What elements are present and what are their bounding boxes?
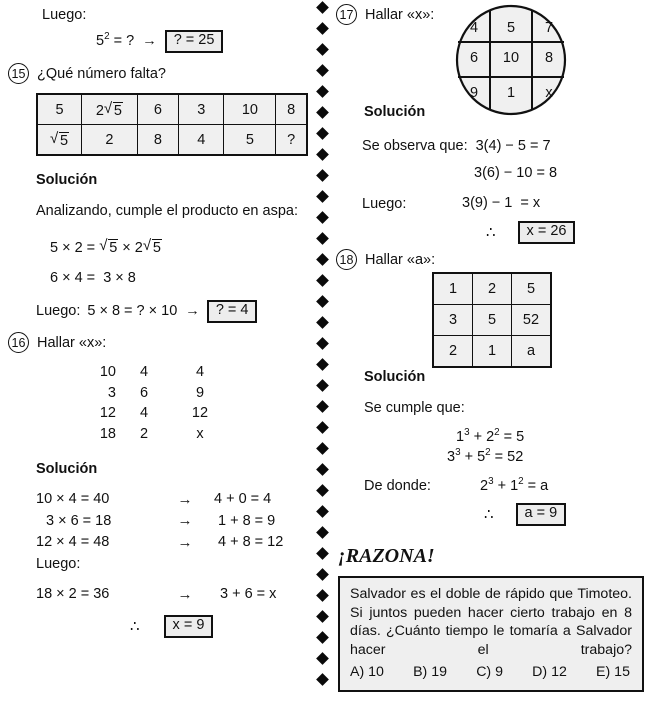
razona-option[interactable]: E) 15 (596, 663, 630, 680)
table-cell: 5 (473, 305, 512, 336)
diamond-icon (316, 673, 329, 686)
carryover-equation: $5^2$ = ? → (96, 31, 157, 50)
carryover-luego-label: Luego: (42, 7, 87, 23)
table-cell: √ 5 (37, 125, 82, 156)
problem-18-dedonde-eq: $2^3 + 1^2 = a$ (480, 476, 549, 494)
circle-cell: 6 (469, 50, 479, 66)
table-cell: 10 (99, 364, 116, 380)
problem-17-luego-label: Luego: (362, 196, 407, 212)
table-cell: 12 (99, 405, 116, 422)
problem-18-intro: Se cumple que: (364, 400, 465, 416)
step-left: 10 × 4 = 40 (36, 491, 110, 508)
table-cell: 1 (433, 273, 473, 305)
diamond-icon (316, 547, 329, 560)
table-cell: a (512, 336, 552, 368)
left-column (0, 0, 308, 702)
problem-18-solution-label: Solución (364, 369, 426, 385)
diamond-icon (316, 526, 329, 539)
table-row (36, 532, 283, 553)
problem-18-answer-box: a = 9 (516, 503, 567, 526)
table-row (70, 424, 228, 445)
diamond-icon (316, 64, 329, 77)
diamond-icon (316, 442, 329, 455)
circle-cell: 5 (506, 20, 516, 36)
table-row (70, 403, 228, 424)
table-cell: 2 (433, 336, 473, 368)
problem-18-table (432, 272, 552, 368)
table-cell: 12 (191, 405, 209, 422)
problem-16-number: 16 (8, 332, 29, 353)
diamond-icon (316, 127, 329, 140)
diamond-icon (316, 148, 329, 161)
diamond-icon (316, 43, 329, 56)
table-cell: 8 (137, 125, 178, 156)
problem-16-steps (36, 489, 283, 553)
table-row (37, 125, 307, 156)
circle-cell: 1 (506, 85, 516, 101)
problem-15-intro: Analizando, cumple el producto en aspa: (36, 203, 298, 219)
circle-cell: 7 (544, 20, 554, 36)
problem-17-circle-figure (452, 4, 570, 116)
diamond-icon (316, 106, 329, 119)
steps-table (36, 489, 283, 553)
problem-18-header (336, 249, 435, 270)
diamond-icon (316, 337, 329, 350)
problem-18-eq2: $3^3 + 5^2 = 52$ (447, 447, 524, 465)
number-array-table (70, 362, 228, 445)
table-cell: 6 (137, 94, 178, 125)
razona-box (338, 576, 644, 692)
problem-17-observation-2: 3(6) − 10 = 8 (474, 165, 558, 181)
table-row (433, 305, 551, 336)
table-row (36, 510, 283, 531)
table-cell: ? (276, 125, 307, 156)
diamond-icon (316, 211, 329, 224)
table-cell: 2 (139, 426, 149, 443)
carryover-equation-row (96, 30, 223, 53)
problem-16-title: Hallar «x»: (37, 334, 107, 351)
problem-17-luego-eq: 3(9) − 1 = x (462, 195, 541, 211)
table-cell: 2 √ 5 (82, 94, 138, 125)
razona-option[interactable]: D) 12 (532, 663, 567, 680)
problem-18-conclusion (484, 503, 566, 526)
table-cell: 52 (512, 305, 552, 336)
arrow-icon: → (177, 512, 193, 530)
razona-options (350, 664, 632, 680)
table-row (433, 273, 551, 305)
problem-17-conclusion (486, 221, 575, 244)
carryover-answer-box: ? = 25 (165, 30, 224, 53)
table-cell: 9 (195, 384, 205, 401)
table-row (37, 94, 307, 125)
step-right: 4 + 0 = 4 (214, 491, 272, 508)
problem-17-answer-box: x = 26 (518, 221, 576, 244)
table-cell: 5 (37, 94, 82, 125)
final-left: 18 × 2 = 36 (36, 586, 110, 603)
diamond-icon (316, 379, 329, 392)
diamond-icon (316, 358, 329, 371)
final-step-table (36, 586, 276, 603)
problem-18-dedonde-label: De donde: (364, 478, 431, 494)
diamond-icon (316, 484, 329, 497)
table-cell: 6 (139, 384, 149, 401)
step-left: 12 × 4 = 48 (36, 533, 110, 550)
table-cell: 8 (276, 94, 307, 125)
circle-cell: 9 (469, 85, 479, 101)
diamond-icon (316, 610, 329, 623)
table-cell: 3 (179, 94, 224, 125)
problem-16-luego-label: Luego: (36, 556, 81, 572)
step-right: 4 + 8 = 12 (218, 533, 284, 550)
diamond-icon (316, 274, 329, 287)
table-cell: 2 (82, 125, 138, 156)
table-row (70, 383, 228, 404)
diamond-icon (316, 568, 329, 581)
diamond-icon (316, 295, 329, 308)
problem-15-answer-box: ? = 4 (207, 300, 258, 323)
therefore-icon: ∴ (484, 506, 494, 524)
diamond-icon (316, 190, 329, 203)
problem-16-conclusion (130, 615, 213, 638)
problem-15-number: 15 (8, 63, 29, 84)
problem-15-table-wrap (0, 88, 308, 156)
table-cell: 4 (179, 125, 224, 156)
therefore-icon: ∴ (486, 224, 496, 242)
step-right: 1 + 8 = 9 (218, 512, 276, 529)
problem-15-eq1: 5 × 2 = √ 5 × 2 √ 5 (50, 238, 162, 257)
step-left: 3 × 6 = 18 (46, 512, 112, 529)
diamond-icon (316, 463, 329, 476)
diamond-icon (316, 652, 329, 665)
problem-16-answer-box: x = 9 (164, 615, 214, 638)
circle-cell: 4 (469, 20, 479, 36)
table-cell: 18 (99, 426, 116, 443)
problem-16-final-step (36, 586, 276, 603)
diamond-icon (316, 505, 329, 518)
problem-15-eq2: 6 × 4 = 3 × 8 (50, 270, 136, 286)
circle-cell: x (545, 85, 553, 101)
problem-17-header (336, 4, 434, 25)
diamond-icon (316, 253, 329, 266)
observation-eq-1: 3(4) − 5 = 7 (475, 138, 551, 154)
therefore-icon: ∴ (130, 618, 140, 636)
table-cell: 1 (473, 336, 512, 368)
problem-15-luego-row (36, 300, 257, 323)
arrow-icon: → (177, 586, 193, 603)
problem-18-number: 18 (336, 249, 357, 270)
diamond-icon (316, 169, 329, 182)
diamond-icon (316, 85, 329, 98)
problem-18-eq1: $1^3 + 2^2 = 5$ (456, 427, 525, 445)
diamond-icon (316, 589, 329, 602)
problem-15-luego-eq: 5 × 8 = ? × 10 → (87, 303, 200, 320)
problem-17-observation-1 (362, 138, 551, 155)
razona-option[interactable]: A) 10 (350, 663, 384, 680)
table-cell: 5 (224, 125, 276, 156)
razona-title: ¡RAZONA! (338, 545, 435, 567)
table-cell: 2 (473, 273, 512, 305)
arrow-icon: → (177, 533, 193, 551)
diamond-icon (316, 316, 329, 329)
razona-question: Salvador es el doble de rápido que Timoteo. Si juntos pueden hacer cierto trabajo en 8 días. ¿Cuánto tiempo le tomaría a Salvador hacer el trabajo? (350, 586, 632, 659)
diamond-icon (316, 631, 329, 644)
eq1-right: × 2 (118, 240, 143, 256)
eq1-left: 5 × 2 = (50, 240, 100, 256)
observation-label: Se observa que: (362, 138, 468, 154)
problem-15-title: ¿Qué número falta? (37, 65, 166, 82)
problem-17-solution-label: Solución (364, 104, 426, 120)
table-cell: 4 (139, 405, 149, 422)
table-cell: 4 (195, 364, 205, 380)
problem-17-title: Hallar «x»: (365, 6, 435, 23)
problem-18-table-wrap (432, 272, 552, 368)
table-cell: x (196, 426, 204, 443)
razona-option[interactable]: C) 9 (476, 663, 503, 680)
table-row (70, 362, 228, 383)
problem-15-header (8, 63, 166, 84)
problem-17-number: 17 (336, 4, 357, 25)
problem-15-luego-label: Luego: (36, 303, 81, 320)
circle-cell: 10 (502, 50, 520, 66)
table-cell: 4 (139, 364, 149, 380)
column-divider (312, 0, 332, 702)
table-cell: 3 (433, 305, 473, 336)
razona-option[interactable]: B) 19 (413, 663, 448, 680)
problem-16-header (8, 332, 106, 353)
final-right: 3 + 6 = x (220, 586, 277, 603)
diamond-icon (316, 1, 329, 14)
problem-15-solution-label: Solución (36, 172, 98, 188)
arrow-icon: → (177, 491, 193, 508)
right-column (334, 0, 650, 702)
diamond-icon (316, 22, 329, 35)
problem-16-solution-label: Solución (36, 461, 98, 477)
table-cell: 3 (107, 384, 116, 401)
problem-16-number-array (70, 362, 228, 445)
diamond-icon (316, 421, 329, 434)
table-cell: 10 (224, 94, 276, 125)
problem-15-table (36, 93, 308, 156)
diamond-icon (316, 232, 329, 245)
problem-18-title: Hallar «a»: (365, 251, 436, 268)
table-row (36, 586, 276, 603)
diamond-icon (316, 400, 329, 413)
circle-cell: 8 (544, 50, 554, 66)
table-cell: 5 (512, 273, 552, 305)
table-row (36, 489, 283, 510)
table-row (433, 336, 551, 368)
